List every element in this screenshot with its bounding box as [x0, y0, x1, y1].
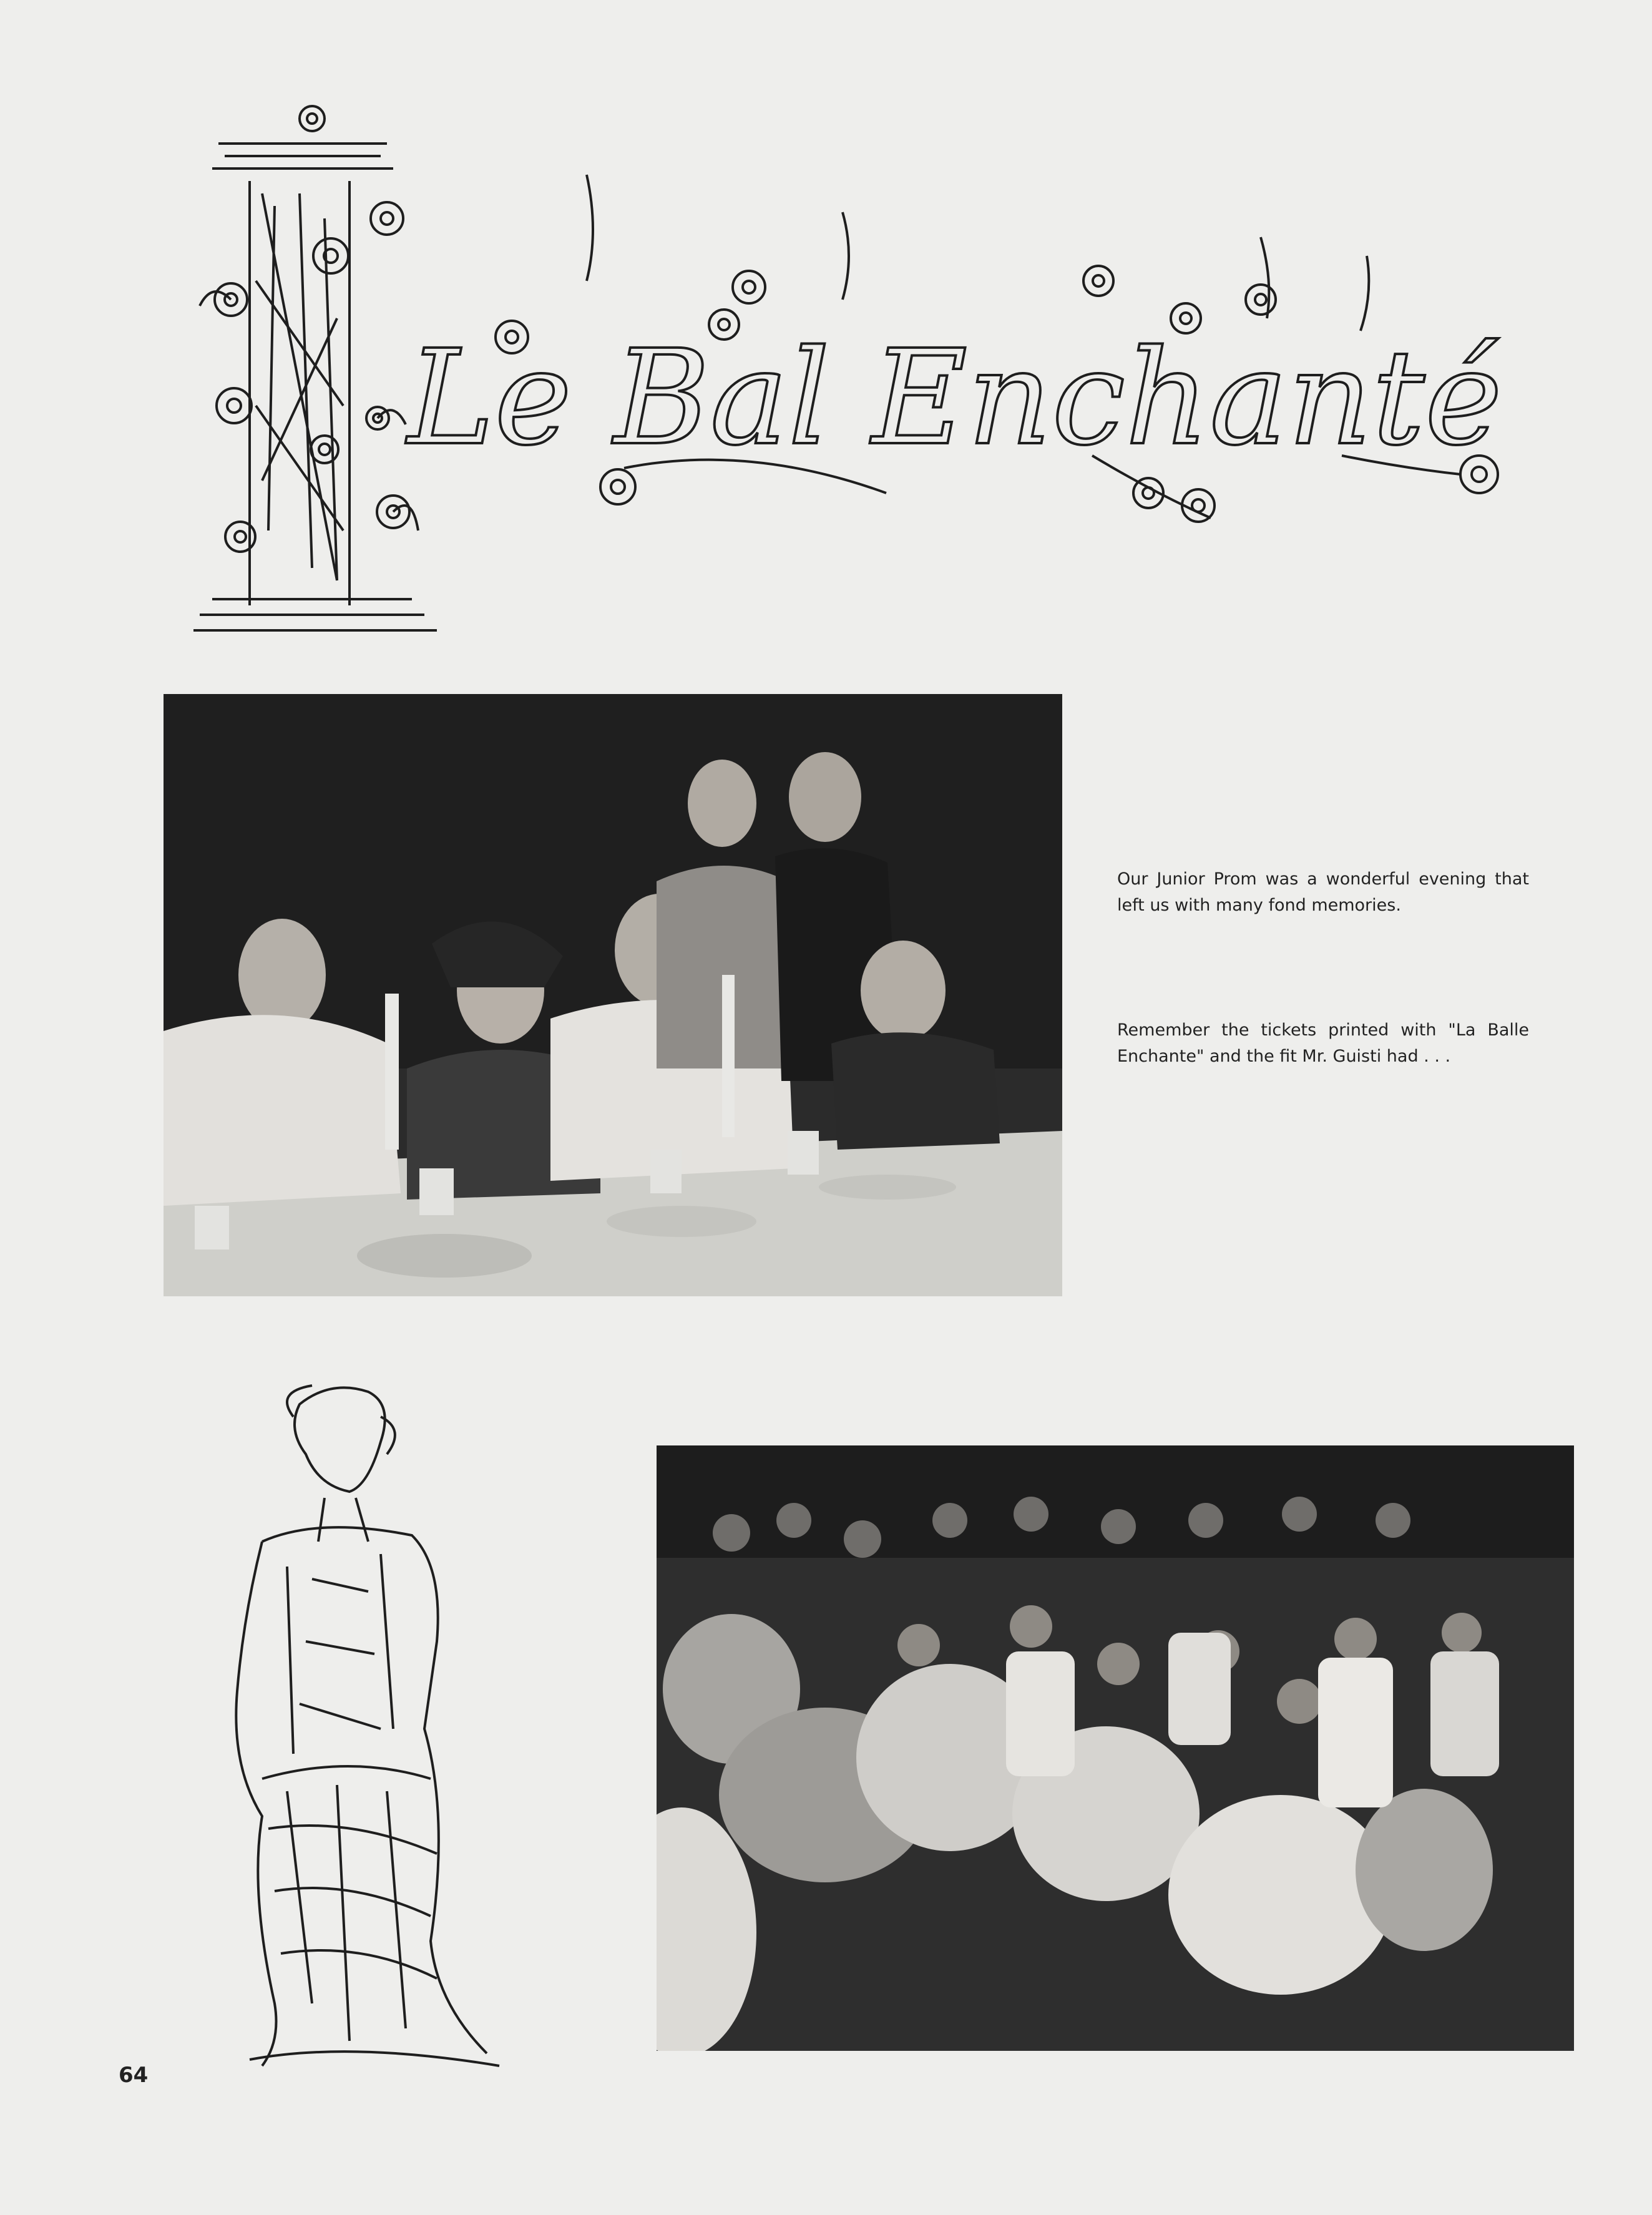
grand-march-photo: [657, 1445, 1574, 2051]
woman-gown-sketch-icon: [225, 1379, 524, 2078]
column-sketch-icon: [193, 106, 437, 630]
page-number: 64: [119, 2063, 149, 2088]
caption-prom-memories: Our Junior Prom was a wonderful evening that left us with many fond memories.: [1117, 869, 1529, 915]
title-artwork: [187, 94, 1529, 643]
caption-tickets: Remember the tickets printed with "La Balle Enchante" and the fit Mr. Guisti had . . .: [1117, 1020, 1529, 1066]
page-title: Le Bal Enchanté: [407, 321, 1503, 474]
chaperones-at-table-photo: [164, 694, 1062, 1296]
